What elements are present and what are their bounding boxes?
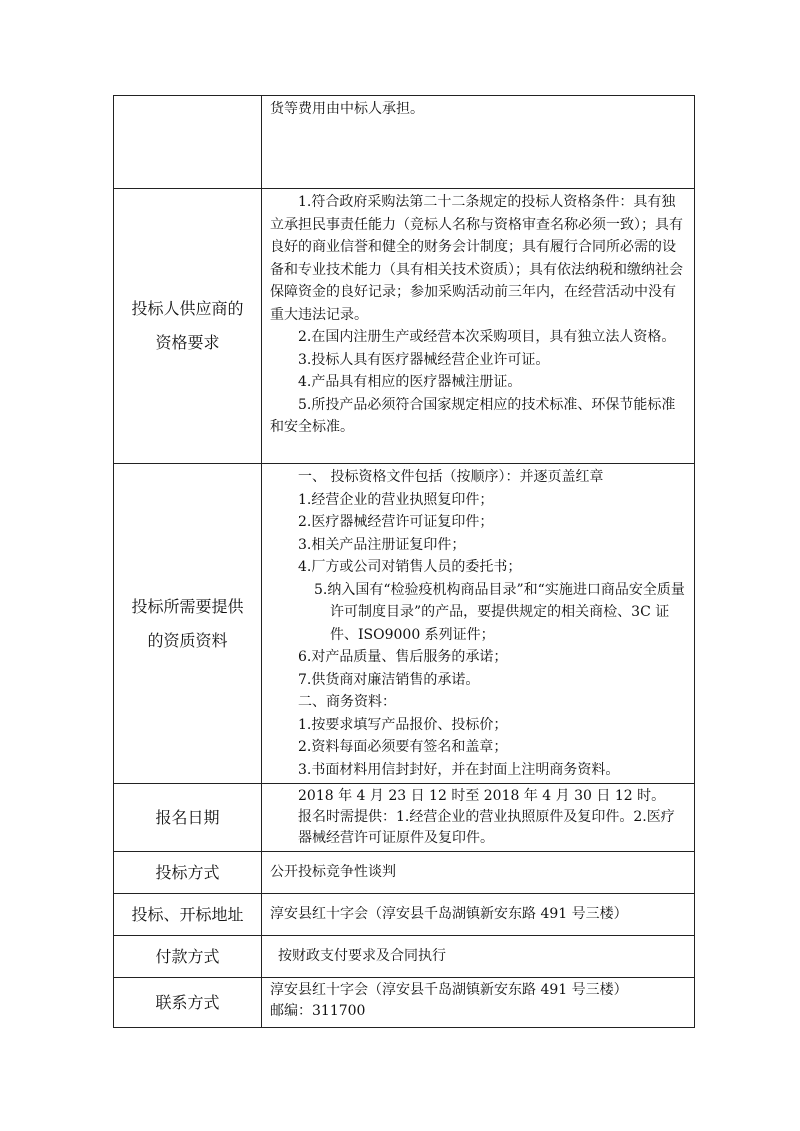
row-label xyxy=(114,189,262,464)
body-text: 4.产品具有相应的医疗器械注册证。 xyxy=(298,374,522,390)
body-text: 5.纳入国有“检验疫机构商品目录”和“实施进口商品安全质量许可制度目录”的产品，要提供规定的相关商检、3C 证件、ISO9000 系列证件； xyxy=(314,581,685,643)
row-value xyxy=(262,852,695,894)
body-text: 二、商务资料： xyxy=(298,694,396,710)
row-label-empty xyxy=(114,96,262,189)
label-line: 付款方式 xyxy=(155,946,220,966)
body-text: 7.供货商对廉洁销售的承诺。 xyxy=(298,671,480,688)
tender-info-table xyxy=(113,95,695,1028)
label-line: 投标所需要提供 xyxy=(131,596,244,616)
row-label xyxy=(114,894,262,936)
body-text: 3.相关产品注册证复印件； xyxy=(298,536,466,553)
body-text: 淳安县红十字会（淳安县千岛湖镇新安东路 491 号三楼） xyxy=(270,982,628,998)
body-text: 1.经营企业的营业执照复印件； xyxy=(298,491,494,508)
label-line: 投标方式 xyxy=(155,862,220,882)
body-text: 3.投标人具有医疗器械经营企业许可证。 xyxy=(298,351,550,368)
row-label xyxy=(114,978,262,1028)
label-line: 联系方式 xyxy=(155,992,220,1012)
body-text: 5.所投产品必须符合国家规定相应的技术标准、环保节能标准和安全标准。 xyxy=(270,396,676,435)
row-label xyxy=(114,852,262,894)
body-text: 1.按要求填写产品报价、投标价； xyxy=(298,716,508,733)
row-value xyxy=(262,936,695,978)
row-value xyxy=(262,978,695,1028)
row-value xyxy=(262,464,695,784)
label-line: 的资质资料 xyxy=(147,630,228,650)
row-label xyxy=(114,464,262,784)
row-value xyxy=(262,784,695,852)
body-text: 淳安县红十字会（淳安县千岛湖镇新安东路 491 号三楼） xyxy=(270,906,628,923)
body-text: 2.资料每面必须要有签名和盖章； xyxy=(298,739,508,755)
label-line: 投标、开标地址 xyxy=(131,904,244,924)
body-text: 一、 投标资格文件包括（按顺序）：并逐页盖红章 xyxy=(298,469,604,485)
body-text: 报名时需提供：1.经营企业的营业执照原件及复印件。2.医疗器械经营许可证原件及复印件。 xyxy=(298,809,675,846)
table-row xyxy=(114,894,695,936)
body-text: 公开投标竞争性谈判 xyxy=(270,864,396,881)
table-row xyxy=(114,852,695,894)
body-text: 邮编：311700 xyxy=(270,1003,366,1019)
row-label xyxy=(114,936,262,978)
body-text: 按财政支付要求及合同执行 xyxy=(278,948,446,965)
label-line: 资格要求 xyxy=(155,333,220,352)
table-row xyxy=(114,464,695,784)
label-line: 报名日期 xyxy=(155,807,220,827)
table-row xyxy=(114,96,695,189)
table-row xyxy=(114,978,695,1028)
body-text: 6.对产品质量、售后服务的承诺； xyxy=(298,649,508,665)
body-text: 2.在国内注册生产或经营本次采购项目，具有独立法人资格。 xyxy=(298,329,676,345)
body-text: 货等费用由中标人承担。 xyxy=(270,101,424,117)
body-text: 1.符合政府采购法第二十二条规定的投标人资格条件：具有独立承担民事责任能力（竞标人名称与资格审查名称必须一致）；具有良好的商业信誉和健全的财务会计制度；具有履行合同所必需的设备和专业技术能力（具有相关技术资质）；具有依法纳税和缴纳社会保障资金的良好记录；参加采购活动前三年内，在经营活动中没有重大违法记录。 xyxy=(270,194,683,323)
table-row xyxy=(114,784,695,852)
body-text: 2018 年 4 月 23 日 12 时至 2018 年 4 月 30 日 12 时。 xyxy=(298,788,666,804)
body-text: 2.医疗器械经营许可证复印件； xyxy=(298,514,494,530)
body-text: 3.书面材料用信封封好，并在封面上注明商务资料。 xyxy=(298,761,620,778)
body-text: 4.厂方或公司对销售人员的委托书； xyxy=(298,559,522,575)
row-label xyxy=(114,784,262,852)
row-value xyxy=(262,894,695,936)
row-value xyxy=(262,189,695,464)
table-row xyxy=(114,189,695,464)
table-row xyxy=(114,936,695,978)
row-value xyxy=(262,96,695,189)
label-line: 投标人供应商的 xyxy=(131,299,244,318)
